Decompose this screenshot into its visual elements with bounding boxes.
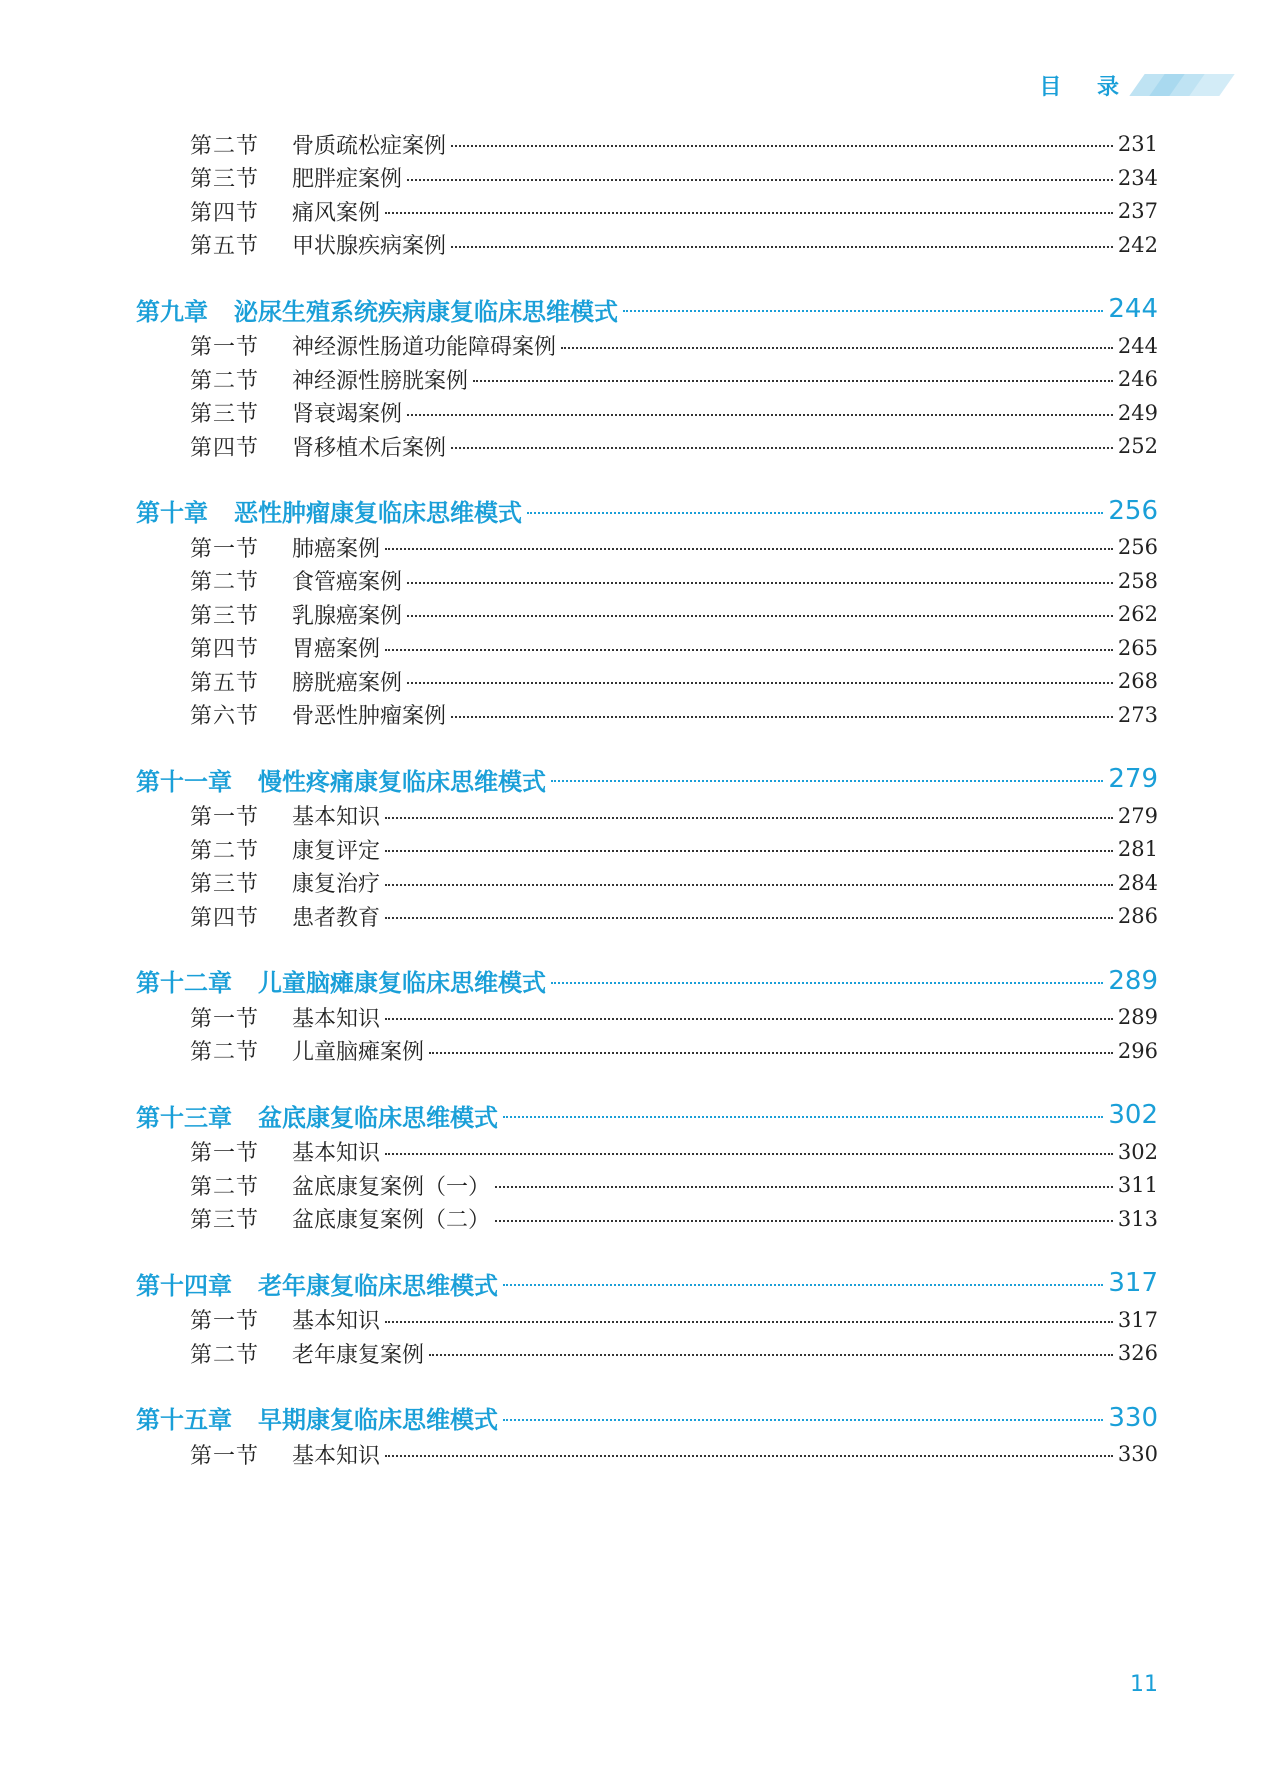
dot-leader <box>385 649 1113 651</box>
section-page-number: 242 <box>1117 232 1158 257</box>
section-page-number: 237 <box>1117 199 1158 223</box>
dot-leader <box>503 1116 1103 1118</box>
section-page-number: 231 <box>1117 132 1158 156</box>
section-number: 第六节 <box>190 704 260 729</box>
section-title: 康复评定 <box>292 838 381 864</box>
section-number: 第二节 <box>190 570 260 595</box>
chapter-page-number: 317 <box>1108 1268 1158 1298</box>
toc-section-row[interactable] <box>0 565 1280 597</box>
section-number: 第三节 <box>190 603 260 629</box>
toc-section-row[interactable] <box>0 397 1280 429</box>
dot-leader <box>473 380 1113 382</box>
section-title: 儿童脑瘫案例 <box>292 1040 425 1065</box>
chapter-number: 第九章 <box>136 297 208 326</box>
toc-section-row[interactable] <box>0 363 1280 395</box>
section-number: 第二节 <box>190 1040 260 1065</box>
section-title: 基本知识 <box>292 1141 381 1166</box>
section-page-number: 330 <box>1117 1442 1158 1466</box>
section-page-number: 268 <box>1117 669 1158 693</box>
toc-section-row[interactable] <box>0 195 1280 227</box>
dot-leader <box>385 850 1113 852</box>
chapter-page-number: 289 <box>1108 965 1158 996</box>
section-number: 第五节 <box>190 234 260 259</box>
section-page-number: 265 <box>1117 635 1158 660</box>
dot-leader <box>451 447 1113 449</box>
dot-leader <box>551 982 1103 984</box>
section-number: 第四节 <box>190 637 260 662</box>
section-title: 肾移植术后案例 <box>292 435 447 461</box>
section-page-number: 258 <box>1117 568 1158 593</box>
section-title: 骨质疏松症案例 <box>292 133 447 159</box>
section-title: 肥胖症案例 <box>292 167 403 192</box>
toc-section-row[interactable] <box>0 1035 1280 1067</box>
dot-leader <box>503 1419 1103 1421</box>
section-title: 食管癌案例 <box>292 570 403 595</box>
toc-chapter-row[interactable] <box>0 1266 1280 1300</box>
chapter-page-number: 279 <box>1108 764 1158 794</box>
dot-leader <box>407 414 1113 416</box>
chapter-page-number: 302 <box>1108 1100 1158 1130</box>
section-title: 肺癌案例 <box>292 536 381 562</box>
section-number: 第三节 <box>190 402 260 427</box>
dot-leader <box>429 1354 1113 1356</box>
toc-section-row[interactable] <box>0 800 1280 832</box>
section-number: 第二节 <box>190 368 260 394</box>
section-page-number: 317 <box>1117 1307 1158 1332</box>
chapter-title: 慢性疼痛康复临床思维模式 <box>258 767 546 796</box>
chapter-number: 第十三章 <box>136 1103 232 1132</box>
toc-section-row[interactable] <box>0 1337 1280 1369</box>
dot-leader <box>561 347 1113 349</box>
dot-leader <box>495 1220 1113 1222</box>
dot-leader <box>551 780 1103 782</box>
header-stripes-decoration <box>1137 74 1225 96</box>
chapter-title: 泌尿生殖系统疾病康复临床思维模式 <box>234 297 618 326</box>
section-page-number: 256 <box>1117 535 1158 559</box>
section-page-number: 296 <box>1117 1038 1158 1063</box>
toc-chapter-row[interactable] <box>0 494 1280 528</box>
section-page-number: 289 <box>1117 1005 1158 1029</box>
section-number: 第二节 <box>190 1342 260 1368</box>
chapter-title: 早期康复临床思维模式 <box>258 1406 498 1434</box>
dot-leader <box>503 1284 1103 1286</box>
dot-leader <box>385 884 1113 886</box>
chapter-number: 第十二章 <box>136 969 232 997</box>
dot-leader <box>429 1052 1113 1054</box>
toc-section-row[interactable] <box>0 1203 1280 1235</box>
dot-leader <box>527 512 1103 514</box>
section-page-number: 234 <box>1117 165 1158 190</box>
toc-section-row[interactable] <box>0 1169 1280 1201</box>
section-page-number: 326 <box>1117 1341 1158 1365</box>
section-title: 神经源性肠道功能障碍案例 <box>292 335 557 360</box>
section-page-number: 284 <box>1117 870 1158 895</box>
toc-chapter-row[interactable] <box>0 1098 1280 1132</box>
chapter-title: 盆底康复临床思维模式 <box>258 1103 498 1132</box>
section-page-number: 249 <box>1117 400 1158 425</box>
section-page-number: 311 <box>1117 1173 1158 1197</box>
section-page-number: 273 <box>1117 702 1158 727</box>
section-number: 第四节 <box>190 435 260 461</box>
section-number: 第二节 <box>190 1174 260 1200</box>
dot-leader <box>623 310 1103 312</box>
section-page-number: 244 <box>1117 333 1158 358</box>
section-title: 肾衰竭案例 <box>292 402 403 427</box>
toc-chapter-row[interactable] <box>0 964 1280 998</box>
section-number: 第二节 <box>190 838 260 864</box>
section-number: 第一节 <box>190 1006 260 1032</box>
chapter-title: 恶性肿瘤康复临床思维模式 <box>234 499 522 527</box>
section-title: 基本知识 <box>292 1443 381 1469</box>
page-header <box>1039 70 1225 100</box>
section-title: 神经源性膀胱案例 <box>292 368 469 394</box>
toc-section-row[interactable] <box>0 699 1280 731</box>
section-number: 第一节 <box>190 1309 260 1334</box>
dot-leader <box>385 917 1113 919</box>
section-number: 第三节 <box>190 872 260 897</box>
section-title: 基本知识 <box>292 1309 381 1334</box>
chapter-page-number: 244 <box>1108 294 1158 324</box>
section-number: 第四节 <box>190 200 260 226</box>
toc-section-row[interactable] <box>0 330 1280 362</box>
toc-chapter-row[interactable] <box>0 292 1280 326</box>
section-number: 第一节 <box>190 335 260 360</box>
section-title: 胃癌案例 <box>292 637 381 662</box>
dot-leader <box>385 1321 1113 1323</box>
dot-leader <box>451 716 1113 718</box>
section-page-number: 279 <box>1117 803 1158 828</box>
dot-leader <box>385 1153 1113 1155</box>
section-title: 患者教育 <box>292 905 381 931</box>
dot-leader <box>451 246 1113 248</box>
dot-leader <box>407 179 1113 181</box>
section-title: 基本知识 <box>292 1006 381 1032</box>
header-title: 目 录 <box>1039 74 1133 100</box>
section-title: 基本知识 <box>292 805 381 830</box>
section-title: 老年康复案例 <box>292 1342 425 1368</box>
chapter-title: 老年康复临床思维模式 <box>258 1271 498 1300</box>
chapter-number: 第十五章 <box>136 1406 232 1434</box>
section-title: 盆底康复案例（一） <box>292 1174 491 1200</box>
chapter-number: 第十四章 <box>136 1271 232 1300</box>
section-title: 痛风案例 <box>292 200 381 226</box>
toc-section-row[interactable] <box>0 1001 1280 1033</box>
dot-leader <box>385 212 1113 214</box>
toc-section-row[interactable] <box>0 162 1280 194</box>
dot-leader <box>385 1455 1113 1457</box>
section-page-number: 281 <box>1117 837 1158 861</box>
toc-section-row[interactable] <box>0 598 1280 630</box>
chapter-page-number: 330 <box>1108 1402 1158 1433</box>
dot-leader <box>407 682 1113 684</box>
section-page-number: 246 <box>1117 367 1158 391</box>
section-number: 第一节 <box>190 536 260 562</box>
section-title: 乳腺癌案例 <box>292 603 403 629</box>
toc-section-row[interactable] <box>0 531 1280 563</box>
toc-section-row[interactable] <box>0 900 1280 932</box>
section-title: 骨恶性肿瘤案例 <box>292 704 447 729</box>
section-number: 第一节 <box>190 1443 260 1469</box>
section-number: 第一节 <box>190 805 260 830</box>
dot-leader <box>385 817 1113 819</box>
toc-section-row[interactable] <box>0 1136 1280 1168</box>
chapter-number: 第十一章 <box>136 767 232 796</box>
section-title: 甲状腺疾病案例 <box>292 234 447 259</box>
dot-leader <box>495 1186 1113 1188</box>
section-number: 第三节 <box>190 1208 260 1233</box>
section-title: 盆底康复案例（二） <box>292 1208 491 1233</box>
toc-section-row[interactable] <box>0 1438 1280 1470</box>
dot-leader <box>385 548 1113 550</box>
section-page-number: 313 <box>1117 1206 1158 1231</box>
section-page-number: 252 <box>1117 434 1158 458</box>
dot-leader <box>407 615 1113 617</box>
dot-leader <box>407 582 1113 584</box>
toc-chapter-row[interactable] <box>0 762 1280 796</box>
section-title: 康复治疗 <box>292 872 381 897</box>
toc-section-row[interactable] <box>0 229 1280 261</box>
toc-chapter-row[interactable] <box>0 1401 1280 1435</box>
section-page-number: 286 <box>1117 904 1158 928</box>
toc-section-row[interactable] <box>0 665 1280 697</box>
toc-section-row[interactable] <box>0 867 1280 899</box>
chapter-number: 第十章 <box>136 499 208 527</box>
section-number: 第一节 <box>190 1141 260 1166</box>
toc-section-row[interactable] <box>0 1304 1280 1336</box>
toc-section-row[interactable] <box>0 632 1280 664</box>
toc-section-row[interactable] <box>0 430 1280 462</box>
section-number: 第三节 <box>190 167 260 192</box>
dot-leader <box>385 1018 1113 1020</box>
toc-section-row[interactable] <box>0 833 1280 865</box>
chapter-title: 儿童脑瘫康复临床思维模式 <box>258 969 546 997</box>
section-page-number: 302 <box>1117 1139 1158 1164</box>
section-title: 膀胱癌案例 <box>292 670 403 696</box>
section-number: 第五节 <box>190 670 260 696</box>
dot-leader <box>451 145 1113 147</box>
section-number: 第四节 <box>190 905 260 931</box>
chapter-page-number: 256 <box>1108 495 1158 526</box>
section-number: 第二节 <box>190 133 260 159</box>
section-page-number: 262 <box>1117 602 1158 626</box>
page-number: 11 <box>1130 1672 1158 1697</box>
toc-section-row[interactable] <box>0 128 1280 160</box>
